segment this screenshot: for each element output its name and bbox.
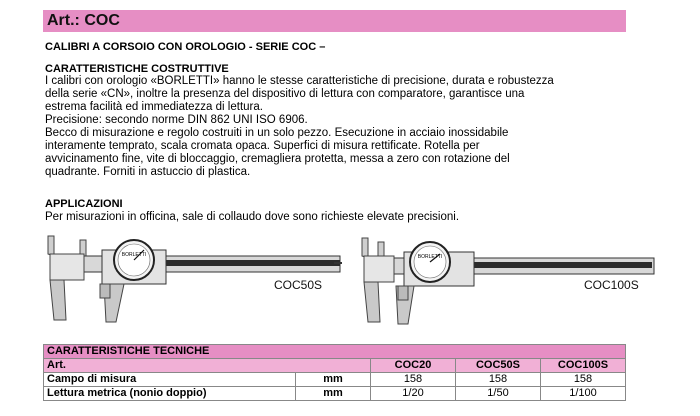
text-line: estrema facilità ed immediatezza di lettura. <box>45 101 263 113</box>
caliper-label: COC50S <box>274 278 323 292</box>
text-line: interamente temprato, scala cromata opaca. Superfici di misura rettificate. Rotella per <box>45 140 480 152</box>
header-art: Art. <box>44 359 371 373</box>
cell-value: 158 <box>456 373 541 387</box>
text-line: I calibri con orologio «BORLETTI» hanno le stesse caratteristiche di precisione, durata e robustezza <box>45 75 554 87</box>
table-header-row <box>44 359 626 373</box>
text-line: Per misurazioni in officina, sale di collaudo dove sono richieste elevate precisioni. <box>45 211 460 223</box>
cell-value: 1/50 <box>456 387 541 401</box>
cell-value: 158 <box>371 373 456 387</box>
row-label: Campo di misura <box>44 373 296 387</box>
header-model: COC20 <box>371 359 456 373</box>
table-title: CARATTERISTICHE TECNICHE <box>44 345 626 359</box>
text-line: Precisione: secondo norme DIN 862 UNI ISO 6906. <box>45 114 308 126</box>
text-line: quadrante. Forniti in astuccio di plastica. <box>45 166 251 178</box>
header-model: COC100S <box>541 359 626 373</box>
text-line: avvicinamento fine, vite di bloccaggio, cremagliera protetta, messa a zero con rotazione del <box>45 153 510 165</box>
product-subtitle: CALIBRI A CORSOIO CON OROLOGIO - SERIE COC – <box>45 41 326 53</box>
dial-brand: BORLETTI <box>417 254 443 260</box>
header-model: COC50S <box>456 359 541 373</box>
product-title-bar <box>43 10 626 32</box>
caratteristiche-text <box>45 75 625 179</box>
cell-value: 1/20 <box>371 387 456 401</box>
caliper-label: COC100S <box>584 278 639 292</box>
technical-specs-table <box>43 344 626 401</box>
applicazioni-heading: APPLICAZIONI <box>45 198 123 210</box>
row-unit: mm <box>296 387 371 401</box>
table-row <box>44 373 626 387</box>
cell-value: 158 <box>541 373 626 387</box>
text-line: della serie «CN», inoltre la presenza del dispositivo di lettura con comparatore, garantisce una <box>45 88 525 100</box>
table-row <box>44 387 626 401</box>
applicazioni-text <box>45 211 625 224</box>
row-unit: mm <box>296 373 371 387</box>
text-line: Becco di misurazione e regolo costruiti in un solo pezzo. Esecuzione in acciaio inossidabile <box>45 127 509 139</box>
cell-value: 1/100 <box>541 387 626 401</box>
table-title-row <box>44 345 626 359</box>
caratteristiche-heading: CARATTERISTICHE COSTRUTTIVE <box>45 63 229 75</box>
row-label: Lettura metrica (nonio doppio) <box>44 387 296 401</box>
dial-brand: BORLETTI <box>121 252 147 258</box>
product-title: Art.: COC <box>47 12 120 29</box>
